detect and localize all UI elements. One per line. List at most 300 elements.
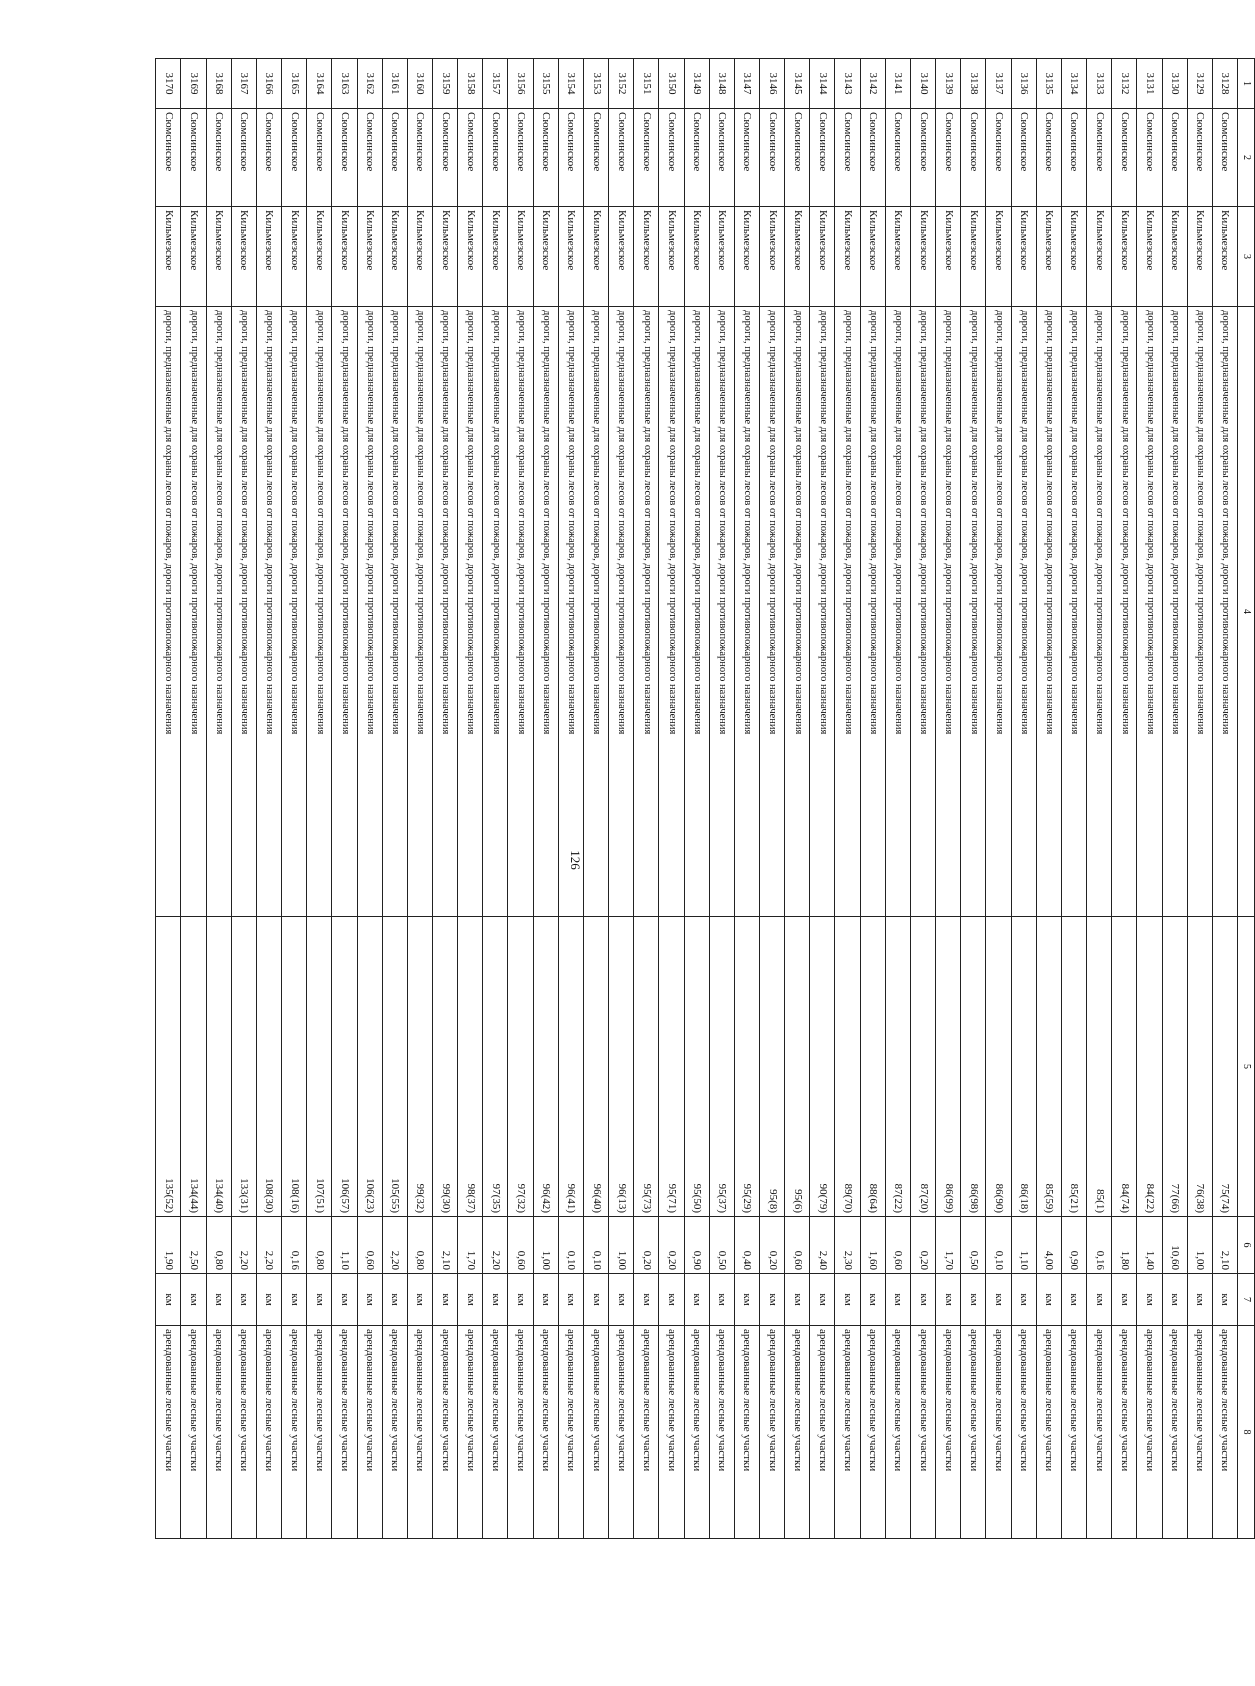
row-number-cell: 3137 xyxy=(986,59,1011,109)
quarter-cell: 86(98) xyxy=(961,917,986,1217)
length-cell: 0,20 xyxy=(910,1217,935,1274)
row-number-cell: 3133 xyxy=(1087,59,1112,109)
table-row xyxy=(1061,59,1086,1539)
district-forestry-cell: Кильмезское xyxy=(1011,207,1036,307)
unit-cell: км xyxy=(156,1274,181,1326)
unit-cell: км xyxy=(961,1274,986,1326)
object-type-cell: дороги, предназначенные для охраны лесов от пожаров, дороги противопожарного назначения xyxy=(1061,307,1086,917)
quarter-cell: 85(1) xyxy=(1087,917,1112,1217)
column-header-8: 8 xyxy=(1238,1326,1255,1539)
column-header-1: 1 xyxy=(1238,59,1255,109)
unit-cell: км xyxy=(785,1274,810,1326)
district-forestry-cell: Кильмезское xyxy=(458,207,483,307)
quarter-cell: 89(70) xyxy=(835,917,860,1217)
district-forestry-cell: Кильмезское xyxy=(734,207,759,307)
object-type-cell: дороги, предназначенные для охраны лесов от пожаров, дороги противопожарного назначения xyxy=(709,307,734,917)
district-forestry-cell: Кильмезское xyxy=(1087,207,1112,307)
object-type-cell: дороги, предназначенные для охраны лесов от пожаров, дороги противопожарного назначения xyxy=(156,307,181,917)
unit-cell: км xyxy=(508,1274,533,1326)
unit-cell: км xyxy=(860,1274,885,1326)
row-number-cell: 3138 xyxy=(961,59,986,109)
unit-cell: км xyxy=(382,1274,407,1326)
note-cell: арендованные лесные участки xyxy=(382,1326,407,1539)
quarter-cell: 77(66) xyxy=(1162,917,1187,1217)
row-number-cell: 3149 xyxy=(684,59,709,109)
quarter-cell: 87(22) xyxy=(885,917,910,1217)
object-type-cell: дороги, предназначенные для охраны лесов от пожаров, дороги противопожарного назначения xyxy=(1036,307,1061,917)
forestry-cell: Сюмсинское xyxy=(282,109,307,207)
table-row xyxy=(885,59,910,1539)
note-cell: арендованные лесные участки xyxy=(684,1326,709,1539)
note-cell: арендованные лесные участки xyxy=(181,1326,206,1539)
note-cell: арендованные лесные участки xyxy=(433,1326,458,1539)
district-forestry-cell: Кильмезское xyxy=(231,207,256,307)
row-number-cell: 3155 xyxy=(533,59,558,109)
table-wrapper xyxy=(155,58,1255,1538)
district-forestry-cell: Кильмезское xyxy=(1112,207,1137,307)
table-row xyxy=(407,59,432,1539)
table-row xyxy=(483,59,508,1539)
forestry-cell: Сюмсинское xyxy=(659,109,684,207)
length-cell: 1,90 xyxy=(156,1217,181,1274)
quarter-cell: 95(37) xyxy=(709,917,734,1217)
length-cell: 0,80 xyxy=(407,1217,432,1274)
district-forestry-cell: Кильмезское xyxy=(885,207,910,307)
table-row xyxy=(1187,59,1212,1539)
object-type-cell: дороги, предназначенные для охраны лесов от пожаров, дороги противопожарного назначения xyxy=(986,307,1011,917)
object-type-cell: дороги, предназначенные для охраны лесов от пожаров, дороги противопожарного назначения xyxy=(407,307,432,917)
forestry-cell: Сюмсинское xyxy=(1112,109,1137,207)
length-cell: 0,10 xyxy=(583,1217,608,1274)
object-type-cell: дороги, предназначенные для охраны лесов от пожаров, дороги противопожарного назначения xyxy=(1137,307,1162,917)
object-type-cell: дороги, предназначенные для охраны лесов от пожаров, дороги противопожарного назначения xyxy=(282,307,307,917)
length-cell: 0,50 xyxy=(709,1217,734,1274)
district-forestry-cell: Кильмезское xyxy=(1061,207,1086,307)
table-row xyxy=(1036,59,1061,1539)
note-cell: арендованные лесные участки xyxy=(810,1326,835,1539)
object-type-cell: дороги, предназначенные для охраны лесов от пожаров, дороги противопожарного назначения xyxy=(433,307,458,917)
forestry-cell: Сюмсинское xyxy=(709,109,734,207)
length-cell: 0,80 xyxy=(206,1217,231,1274)
quarter-cell: 86(90) xyxy=(986,917,1011,1217)
table-row xyxy=(910,59,935,1539)
table-row xyxy=(961,59,986,1539)
length-cell: 0,10 xyxy=(558,1217,583,1274)
forestry-cell: Сюмсинское xyxy=(734,109,759,207)
length-cell: 2,20 xyxy=(483,1217,508,1274)
quarter-cell: 134(40) xyxy=(206,917,231,1217)
object-type-cell: дороги, предназначенные для охраны лесов от пожаров, дороги противопожарного назначения xyxy=(860,307,885,917)
object-type-cell: дороги, предназначенные для охраны лесов от пожаров, дороги противопожарного назначения xyxy=(785,307,810,917)
length-cell: 0,80 xyxy=(307,1217,332,1274)
object-type-cell: дороги, предназначенные для охраны лесов от пожаров, дороги противопожарного назначения xyxy=(256,307,281,917)
district-forestry-cell: Кильмезское xyxy=(709,207,734,307)
forestry-cell: Сюмсинское xyxy=(206,109,231,207)
object-type-cell: дороги, предназначенные для охраны лесов от пожаров, дороги противопожарного назначения xyxy=(1112,307,1137,917)
row-number-cell: 3145 xyxy=(785,59,810,109)
quarter-cell: 99(32) xyxy=(407,917,432,1217)
forestry-cell: Сюмсинское xyxy=(231,109,256,207)
table-row xyxy=(659,59,684,1539)
object-type-cell: дороги, предназначенные для охраны лесов от пожаров, дороги противопожарного назначения xyxy=(508,307,533,917)
unit-cell: км xyxy=(357,1274,382,1326)
unit-cell: км xyxy=(709,1274,734,1326)
unit-cell: км xyxy=(282,1274,307,1326)
object-type-cell: дороги, предназначенные для охраны лесов от пожаров, дороги противопожарного назначения xyxy=(760,307,785,917)
length-cell: 1,10 xyxy=(1011,1217,1036,1274)
table-row xyxy=(282,59,307,1539)
length-cell: 1,10 xyxy=(332,1217,357,1274)
object-type-cell: дороги, предназначенные для охраны лесов от пожаров, дороги противопожарного назначения xyxy=(382,307,407,917)
note-cell: арендованные лесные участки xyxy=(407,1326,432,1539)
object-type-cell: дороги, предназначенные для охраны лесов от пожаров, дороги противопожарного назначения xyxy=(936,307,961,917)
forest-roads-table xyxy=(155,58,1255,1539)
note-cell: арендованные лесные участки xyxy=(709,1326,734,1539)
note-cell: арендованные лесные участки xyxy=(936,1326,961,1539)
forestry-cell: Сюмсинское xyxy=(583,109,608,207)
column-header-7: 7 xyxy=(1238,1274,1255,1326)
quarter-cell: 95(73) xyxy=(634,917,659,1217)
quarter-cell: 96(42) xyxy=(533,917,558,1217)
district-forestry-cell: Кильмезское xyxy=(533,207,558,307)
forestry-cell: Сюмсинское xyxy=(533,109,558,207)
unit-cell: км xyxy=(533,1274,558,1326)
note-cell: арендованные лесные участки xyxy=(634,1326,659,1539)
district-forestry-cell: Кильмезское xyxy=(357,207,382,307)
object-type-cell: дороги, предназначенные для охраны лесов от пожаров, дороги противопожарного назначения xyxy=(181,307,206,917)
quarter-cell: 85(59) xyxy=(1036,917,1061,1217)
district-forestry-cell: Кильмезское xyxy=(332,207,357,307)
unit-cell: км xyxy=(1087,1274,1112,1326)
district-forestry-cell: Кильмезское xyxy=(256,207,281,307)
object-type-cell: дороги, предназначенные для охраны лесов от пожаров, дороги противопожарного назначения xyxy=(332,307,357,917)
forestry-cell: Сюмсинское xyxy=(357,109,382,207)
note-cell: арендованные лесные участки xyxy=(1011,1326,1036,1539)
forestry-cell: Сюмсинское xyxy=(1187,109,1212,207)
unit-cell: км xyxy=(986,1274,1011,1326)
unit-cell: км xyxy=(583,1274,608,1326)
object-type-cell: дороги, предназначенные для охраны лесов от пожаров, дороги противопожарного назначения xyxy=(910,307,935,917)
quarter-cell: 107(51) xyxy=(307,917,332,1217)
district-forestry-cell: Кильмезское xyxy=(936,207,961,307)
length-cell: 0,90 xyxy=(1061,1217,1086,1274)
district-forestry-cell: Кильмезское xyxy=(659,207,684,307)
quarter-cell: 135(52) xyxy=(156,917,181,1217)
quarter-cell: 85(21) xyxy=(1061,917,1086,1217)
object-type-cell: дороги, предназначенные для охраны лесов от пожаров, дороги противопожарного назначения xyxy=(961,307,986,917)
district-forestry-cell: Кильмезское xyxy=(382,207,407,307)
note-cell: арендованные лесные участки xyxy=(558,1326,583,1539)
length-cell: 1,60 xyxy=(860,1217,885,1274)
forestry-cell: Сюмсинское xyxy=(558,109,583,207)
note-cell: арендованные лесные участки xyxy=(1087,1326,1112,1539)
row-number-cell: 3157 xyxy=(483,59,508,109)
forestry-cell: Сюмсинское xyxy=(936,109,961,207)
table-header-row xyxy=(1238,59,1255,1539)
page-number: 126 xyxy=(568,850,583,870)
forestry-cell: Сюмсинское xyxy=(810,109,835,207)
table-row xyxy=(684,59,709,1539)
object-type-cell: дороги, предназначенные для охраны лесов от пожаров, дороги противопожарного назначения xyxy=(583,307,608,917)
row-number-cell: 3140 xyxy=(910,59,935,109)
note-cell: арендованные лесные участки xyxy=(609,1326,634,1539)
object-type-cell: дороги, предназначенные для охраны лесов от пожаров, дороги противопожарного назначения xyxy=(684,307,709,917)
forestry-cell: Сюмсинское xyxy=(1137,109,1162,207)
note-cell: арендованные лесные участки xyxy=(156,1326,181,1539)
table-row xyxy=(181,59,206,1539)
row-number-cell: 3165 xyxy=(282,59,307,109)
row-number-cell: 3162 xyxy=(357,59,382,109)
quarter-cell: 95(29) xyxy=(734,917,759,1217)
note-cell: арендованные лесные участки xyxy=(332,1326,357,1539)
length-cell: 1,00 xyxy=(609,1217,634,1274)
district-forestry-cell: Кильмезское xyxy=(986,207,1011,307)
district-forestry-cell: Кильмезское xyxy=(1212,207,1237,307)
note-cell: арендованные лесные участки xyxy=(734,1326,759,1539)
unit-cell: км xyxy=(181,1274,206,1326)
note-cell: арендованные лесные участки xyxy=(1212,1326,1237,1539)
unit-cell: км xyxy=(1162,1274,1187,1326)
quarter-cell: 96(40) xyxy=(583,917,608,1217)
unit-cell: км xyxy=(684,1274,709,1326)
quarter-cell: 76(38) xyxy=(1187,917,1212,1217)
table-row xyxy=(634,59,659,1539)
district-forestry-cell: Кильмезское xyxy=(910,207,935,307)
table-row xyxy=(533,59,558,1539)
quarter-cell: 96(13) xyxy=(609,917,634,1217)
column-header-2: 2 xyxy=(1238,109,1255,207)
note-cell: арендованные лесные участки xyxy=(910,1326,935,1539)
note-cell: арендованные лесные участки xyxy=(508,1326,533,1539)
quarter-cell: 87(20) xyxy=(910,917,935,1217)
quarter-cell: 108(16) xyxy=(282,917,307,1217)
length-cell: 10,60 xyxy=(1162,1217,1187,1274)
object-type-cell: дороги, предназначенные для охраны лесов от пожаров, дороги противопожарного назначения xyxy=(458,307,483,917)
note-cell: арендованные лесные участки xyxy=(760,1326,785,1539)
length-cell: 2,40 xyxy=(810,1217,835,1274)
forestry-cell: Сюмсинское xyxy=(1087,109,1112,207)
district-forestry-cell: Кильмезское xyxy=(583,207,608,307)
note-cell: арендованные лесные участки xyxy=(961,1326,986,1539)
note-cell: арендованные лесные участки xyxy=(231,1326,256,1539)
unit-cell: км xyxy=(231,1274,256,1326)
forestry-cell: Сюмсинское xyxy=(634,109,659,207)
forestry-cell: Сюмсинское xyxy=(332,109,357,207)
unit-cell: км xyxy=(206,1274,231,1326)
table-row xyxy=(785,59,810,1539)
district-forestry-cell: Кильмезское xyxy=(760,207,785,307)
forestry-cell: Сюмсинское xyxy=(256,109,281,207)
row-number-cell: 3144 xyxy=(810,59,835,109)
table-row xyxy=(1087,59,1112,1539)
object-type-cell: дороги, предназначенные для охраны лесов от пожаров, дороги противопожарного назначения xyxy=(810,307,835,917)
rotated-page xyxy=(155,58,1255,1538)
forestry-cell: Сюмсинское xyxy=(986,109,1011,207)
length-cell: 0,60 xyxy=(508,1217,533,1274)
table-row xyxy=(307,59,332,1539)
length-cell: 0,20 xyxy=(760,1217,785,1274)
district-forestry-cell: Кильмезское xyxy=(1137,207,1162,307)
row-number-cell: 3154 xyxy=(558,59,583,109)
forestry-cell: Сюмсинское xyxy=(609,109,634,207)
forestry-cell: Сюмсинское xyxy=(835,109,860,207)
quarter-cell: 90(79) xyxy=(810,917,835,1217)
table-row xyxy=(382,59,407,1539)
object-type-cell: дороги, предназначенные для охраны лесов от пожаров, дороги противопожарного назначения xyxy=(734,307,759,917)
unit-cell: км xyxy=(433,1274,458,1326)
forestry-cell: Сюмсинское xyxy=(684,109,709,207)
forestry-cell: Сюмсинское xyxy=(961,109,986,207)
length-cell: 2,20 xyxy=(231,1217,256,1274)
district-forestry-cell: Кильмезское xyxy=(860,207,885,307)
table-row xyxy=(558,59,583,1539)
district-forestry-cell: Кильмезское xyxy=(508,207,533,307)
column-header-6: 6 xyxy=(1238,1217,1255,1274)
table-row xyxy=(256,59,281,1539)
row-number-cell: 3136 xyxy=(1011,59,1036,109)
table-row xyxy=(760,59,785,1539)
quarter-cell: 96(41) xyxy=(558,917,583,1217)
forestry-cell: Сюмсинское xyxy=(760,109,785,207)
district-forestry-cell: Кильмезское xyxy=(433,207,458,307)
note-cell: арендованные лесные участки xyxy=(1112,1326,1137,1539)
table-row xyxy=(860,59,885,1539)
unit-cell: км xyxy=(558,1274,583,1326)
row-number-cell: 3139 xyxy=(936,59,961,109)
object-type-cell: дороги, предназначенные для охраны лесов от пожаров, дороги противопожарного назначения xyxy=(483,307,508,917)
table-row xyxy=(1137,59,1162,1539)
row-number-cell: 3143 xyxy=(835,59,860,109)
unit-cell: км xyxy=(1137,1274,1162,1326)
note-cell: арендованные лесные участки xyxy=(533,1326,558,1539)
row-number-cell: 3169 xyxy=(181,59,206,109)
table-row xyxy=(206,59,231,1539)
forestry-cell: Сюмсинское xyxy=(1036,109,1061,207)
row-number-cell: 3130 xyxy=(1162,59,1187,109)
object-type-cell: дороги, предназначенные для охраны лесов от пожаров, дороги противопожарного назначения xyxy=(357,307,382,917)
district-forestry-cell: Кильмезское xyxy=(307,207,332,307)
district-forestry-cell: Кильмезское xyxy=(810,207,835,307)
object-type-cell: дороги, предназначенные для охраны лесов от пожаров, дороги противопожарного назначения xyxy=(885,307,910,917)
row-number-cell: 3161 xyxy=(382,59,407,109)
note-cell: арендованные лесные участки xyxy=(583,1326,608,1539)
object-type-cell: дороги, предназначенные для охраны лесов от пожаров, дороги противопожарного назначения xyxy=(206,307,231,917)
row-number-cell: 3167 xyxy=(231,59,256,109)
forestry-cell: Сюмсинское xyxy=(885,109,910,207)
table-row xyxy=(1112,59,1137,1539)
length-cell: 0,16 xyxy=(282,1217,307,1274)
length-cell: 0,60 xyxy=(885,1217,910,1274)
forestry-cell: Сюмсинское xyxy=(433,109,458,207)
length-cell: 1,00 xyxy=(533,1217,558,1274)
table-row xyxy=(835,59,860,1539)
length-cell: 1,00 xyxy=(1187,1217,1212,1274)
row-number-cell: 3168 xyxy=(206,59,231,109)
district-forestry-cell: Кильмезское xyxy=(785,207,810,307)
object-type-cell: дороги, предназначенные для охраны лесов от пожаров, дороги противопожарного назначения xyxy=(835,307,860,917)
object-type-cell: дороги, предназначенные для охраны лесов от пожаров, дороги противопожарного назначения xyxy=(659,307,684,917)
row-number-cell: 3153 xyxy=(583,59,608,109)
length-cell: 0,20 xyxy=(634,1217,659,1274)
row-number-cell: 3147 xyxy=(734,59,759,109)
forestry-cell: Сюмсинское xyxy=(860,109,885,207)
object-type-cell: дороги, предназначенные для охраны лесов от пожаров, дороги противопожарного назначения xyxy=(609,307,634,917)
quarter-cell: 95(6) xyxy=(785,917,810,1217)
length-cell: 1,70 xyxy=(458,1217,483,1274)
forestry-cell: Сюмсинское xyxy=(483,109,508,207)
row-number-cell: 3150 xyxy=(659,59,684,109)
row-number-cell: 3159 xyxy=(433,59,458,109)
unit-cell: км xyxy=(256,1274,281,1326)
object-type-cell: дороги, предназначенные для охраны лесов от пожаров, дороги противопожарного назначения xyxy=(1087,307,1112,917)
length-cell: 0,90 xyxy=(684,1217,709,1274)
row-number-cell: 3146 xyxy=(760,59,785,109)
unit-cell: км xyxy=(734,1274,759,1326)
unit-cell: км xyxy=(1112,1274,1137,1326)
table-row xyxy=(936,59,961,1539)
length-cell: 1,70 xyxy=(936,1217,961,1274)
length-cell: 1,40 xyxy=(1137,1217,1162,1274)
row-number-cell: 3170 xyxy=(156,59,181,109)
length-cell: 2,30 xyxy=(835,1217,860,1274)
row-number-cell: 3132 xyxy=(1112,59,1137,109)
length-cell: 2,20 xyxy=(382,1217,407,1274)
note-cell: арендованные лесные участки xyxy=(282,1326,307,1539)
row-number-cell: 3128 xyxy=(1212,59,1237,109)
table-row xyxy=(332,59,357,1539)
unit-cell: км xyxy=(1187,1274,1212,1326)
row-number-cell: 3163 xyxy=(332,59,357,109)
forestry-cell: Сюмсинское xyxy=(458,109,483,207)
object-type-cell: дороги, предназначенные для охраны лесов от пожаров, дороги противопожарного назначения xyxy=(558,307,583,917)
unit-cell: км xyxy=(910,1274,935,1326)
forestry-cell: Сюмсинское xyxy=(1212,109,1237,207)
note-cell: арендованные лесные участки xyxy=(1036,1326,1061,1539)
forestry-cell: Сюмсинское xyxy=(156,109,181,207)
quarter-cell: 84(74) xyxy=(1112,917,1137,1217)
object-type-cell: дороги, предназначенные для охраны лесов от пожаров, дороги противопожарного назначения xyxy=(307,307,332,917)
row-number-cell: 3164 xyxy=(307,59,332,109)
district-forestry-cell: Кильмезское xyxy=(1162,207,1187,307)
length-cell: 2,50 xyxy=(181,1217,206,1274)
unit-cell: км xyxy=(936,1274,961,1326)
quarter-cell: 98(37) xyxy=(458,917,483,1217)
row-number-cell: 3160 xyxy=(407,59,432,109)
table-row xyxy=(508,59,533,1539)
object-type-cell: дороги, предназначенные для охраны лесов от пожаров, дороги противопожарного назначения xyxy=(1162,307,1187,917)
unit-cell: км xyxy=(1212,1274,1237,1326)
unit-cell: км xyxy=(609,1274,634,1326)
unit-cell: км xyxy=(760,1274,785,1326)
table-row xyxy=(1011,59,1036,1539)
district-forestry-cell: Кильмезское xyxy=(156,207,181,307)
quarter-cell: 97(32) xyxy=(508,917,533,1217)
unit-cell: км xyxy=(332,1274,357,1326)
object-type-cell: дороги, предназначенные для охраны лесов от пожаров, дороги противопожарного назначения xyxy=(533,307,558,917)
quarter-cell: 99(30) xyxy=(433,917,458,1217)
district-forestry-cell: Кильмезское xyxy=(961,207,986,307)
district-forestry-cell: Кильмезское xyxy=(483,207,508,307)
note-cell: арендованные лесные участки xyxy=(659,1326,684,1539)
note-cell: арендованные лесные участки xyxy=(1061,1326,1086,1539)
note-cell: арендованные лесные участки xyxy=(1137,1326,1162,1539)
row-number-cell: 3131 xyxy=(1137,59,1162,109)
district-forestry-cell: Кильмезское xyxy=(835,207,860,307)
forestry-cell: Сюмсинское xyxy=(1162,109,1187,207)
length-cell: 0,10 xyxy=(986,1217,1011,1274)
quarter-cell: 95(8) xyxy=(760,917,785,1217)
district-forestry-cell: Кильмезское xyxy=(634,207,659,307)
